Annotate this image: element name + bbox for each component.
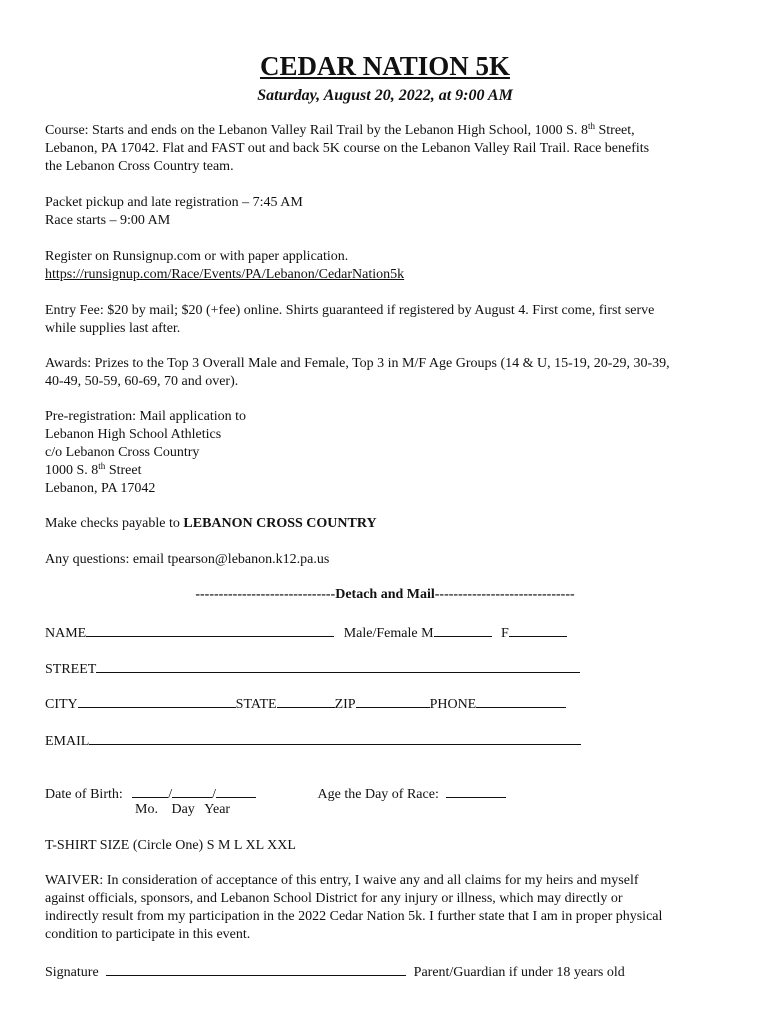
signature-row <box>45 961 625 982</box>
pre-registration-address <box>45 408 735 498</box>
course-line-1b: Street, <box>594 123 635 138</box>
street-field[interactable] <box>96 658 580 673</box>
state-field[interactable] <box>277 693 335 708</box>
tshirt-size[interactable]: T-SHIRT SIZE (Circle One) S M L XL XXL <box>45 838 296 853</box>
dob-slash-2: / <box>212 787 217 802</box>
gender-label: Male/Female M <box>343 626 434 641</box>
city-field[interactable] <box>78 693 236 708</box>
signature-field[interactable] <box>106 961 406 976</box>
prereg-line-4-sup: th <box>98 461 106 471</box>
gender-female-field[interactable] <box>509 622 567 637</box>
checks-prefix: Make checks payable to <box>45 516 184 531</box>
dob-year-field[interactable] <box>216 783 256 798</box>
course-line-2: Lebanon, PA 17042. Flat and FAST out and back 5K course on the Lebanon Valley Rail Trail. Race benefits <box>45 141 650 156</box>
dob-month-hint: Mo. <box>135 802 158 817</box>
waiver-line-3: indirectly result from my participation in the 2022 Cedar Nation 5k. I further state that I am in proper physical <box>45 909 663 924</box>
dob-label: Date of Birth: <box>45 787 123 802</box>
event-date: Saturday, August 20, 2022, at 9:00 AM <box>257 87 513 104</box>
awards-line-2: 40-49, 50-59, 60-69, 70 and over). <box>45 374 239 389</box>
gender-male-field[interactable] <box>434 622 492 637</box>
packet-pickup: Packet pickup and late registration – 7:45 AM <box>45 195 303 210</box>
name-label: NAME <box>45 626 87 641</box>
course-line-3: the Lebanon Cross Country team. <box>45 159 234 174</box>
dob-day-hint: Day <box>171 802 195 817</box>
email-row <box>45 730 581 751</box>
city-row <box>45 693 566 714</box>
email-label: EMAIL <box>45 734 90 749</box>
schedule <box>45 194 735 230</box>
phone-label: PHONE <box>429 697 477 712</box>
phone-field[interactable] <box>476 693 566 708</box>
register-link[interactable]: https://runsignup.com/Race/Events/PA/Lebanon/CedarNation5k <box>45 267 405 282</box>
prereg-line-2: Lebanon High School Athletics <box>45 427 222 442</box>
waiver-line-2: against officials, sponsors, and Lebanon School District for any injury or illness, which may directly or <box>45 891 623 906</box>
name-row <box>45 622 567 643</box>
prereg-line-4b: Street <box>105 463 142 478</box>
fee-line-1: Entry Fee: $20 by mail; $20 (+fee) online. Shirts guaranteed if registered by August 4. First come, first serve <box>45 303 655 318</box>
prereg-line-5: Lebanon, PA 17042 <box>45 481 156 496</box>
dob-row <box>45 783 506 804</box>
awards-line-1: Awards: Prizes to the Top 3 Overall Male and Female, Top 3 in M/F Age Groups (14 & U, 15-19, 20-29, 30-39, <box>45 356 670 371</box>
name-field[interactable] <box>86 622 334 637</box>
city-label: CITY <box>45 697 78 712</box>
registration-info <box>45 248 735 284</box>
dob-slash-1: / <box>168 787 173 802</box>
age-label: Age the Day of Race: <box>317 787 439 802</box>
questions-contact: Any questions: email tpearson@lebanon.k12.pa.us <box>45 552 330 567</box>
state-label: STATE <box>235 697 277 712</box>
street-label: STREET <box>45 662 97 677</box>
waiver-line-1: WAIVER: In consideration of acceptance of this entry, I waive any and all claims for my heirs and myself <box>45 873 639 888</box>
course-line-1-sup: th <box>587 121 595 131</box>
street-row <box>45 658 580 679</box>
detach-divider: ------------------------------Detach and Mail------------------------------ <box>195 587 575 602</box>
gender-f-label: F <box>501 626 509 641</box>
event-title: CEDAR NATION 5K <box>259 51 510 81</box>
register-text: Register on Runsignup.com or with paper application. <box>45 249 349 264</box>
waiver-line-4: condition to participate in this event. <box>45 927 251 942</box>
signature-label: Signature <box>45 965 99 980</box>
zip-label: ZIP <box>334 697 356 712</box>
dob-hints <box>135 801 230 819</box>
fee-line-2: while supplies last after. <box>45 321 181 336</box>
race-start: Race starts – 9:00 AM <box>45 213 171 228</box>
guardian-label: Parent/Guardian if under 18 years old <box>413 965 625 980</box>
prereg-line-3: c/o Lebanon Cross Country <box>45 445 200 460</box>
checks-payee: LEBANON CROSS COUNTRY <box>183 516 377 531</box>
email-field[interactable] <box>89 730 581 745</box>
entry-fee <box>45 302 735 338</box>
dob-day-field[interactable] <box>172 783 212 798</box>
zip-field[interactable] <box>356 693 430 708</box>
course-description <box>45 122 735 176</box>
awards <box>45 355 735 391</box>
course-line-1a: Course: Starts and ends on the Lebanon Valley Rail Trail by the Lebanon High School, 1000 S. 8 <box>45 123 588 138</box>
prereg-line-4a: 1000 S. 8 <box>45 463 99 478</box>
waiver <box>45 872 735 944</box>
age-field[interactable] <box>446 783 506 798</box>
dob-month-field[interactable] <box>132 783 168 798</box>
checks-payable <box>45 515 735 533</box>
prereg-line-1: Pre-registration: Mail application to <box>45 409 247 424</box>
dob-year-hint: Year <box>204 802 231 817</box>
